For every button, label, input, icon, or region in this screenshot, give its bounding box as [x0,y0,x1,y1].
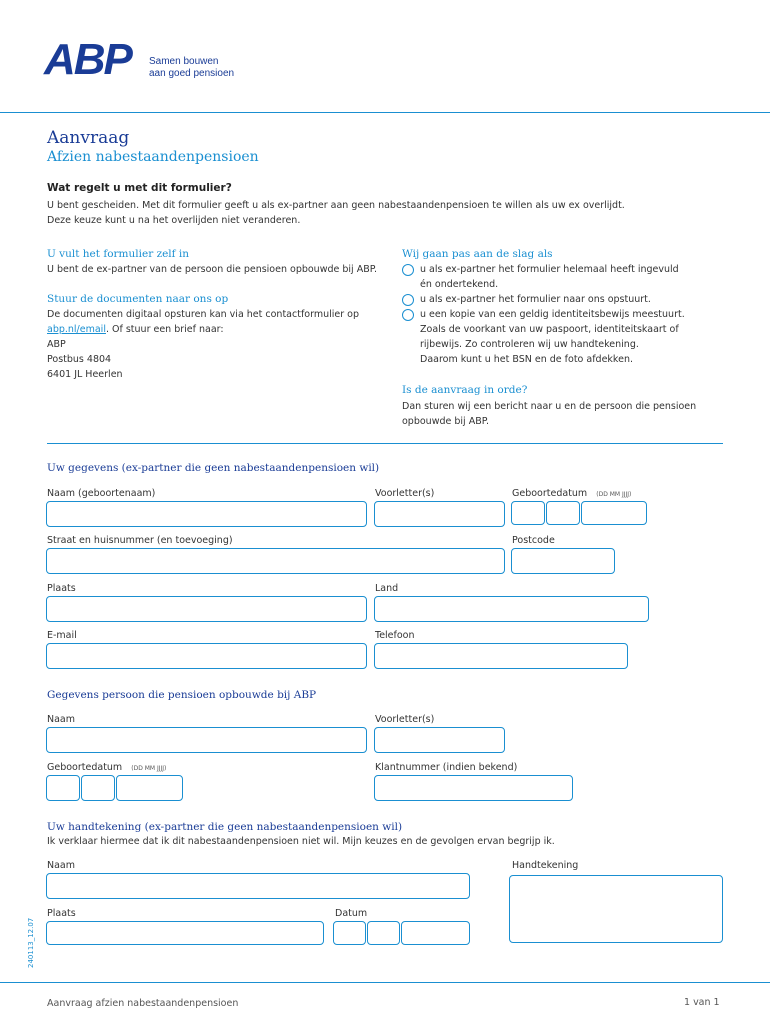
s3-datum-label: Datum [335,908,368,919]
footer-title: Aanvraag afzien nabestaandenpensioen [47,998,239,1009]
address-line-3: 6401 JL Heerlen [47,369,123,380]
right-info-heading-1: Wij gaan pas aan de slag als [402,248,553,260]
left-info-text-2b [47,322,224,337]
s1-straat-label: Straat en huisnummer (en toevoeging) [47,535,233,546]
s3-plaats-label: Plaats [47,908,76,919]
s2-klantnummer-input[interactable] [374,775,573,801]
s2-klantnummer-label: Klantnummer (indien bekend) [375,762,518,773]
intro-heading: Wat regelt u met dit formulier? [47,182,232,194]
section3-statement: Ik verklaar hiermee dat ik dit nabestaandenpensioen niet wil. Mijn keuzes en de gevolgen ervan begrijp ik. [47,836,555,847]
s2-naam-input[interactable] [46,727,367,753]
s1-voorletters-input[interactable] [374,501,505,527]
tagline-line-2: aan goed pensioen [149,68,235,79]
left-info-heading-1: U vult het formulier zelf in [47,248,190,260]
date-dd[interactable] [511,501,545,525]
section-divider [47,443,723,444]
date-yyyy[interactable] [581,501,647,525]
condition-1-line-2: én ondertekend. [420,279,499,290]
s2-geboortedatum-text: Geboortedatum [47,762,123,773]
page-subtitle: Afzien nabestaandenpensioen [47,149,259,165]
left-info-text-2b-rest: . Of stuur een brief naar: [105,324,224,335]
tagline-line-1: Samen bouwen [149,56,219,67]
s1-naam-input[interactable] [46,501,367,527]
logo-tagline [149,56,234,80]
condition-checkbox-1[interactable] [402,264,414,276]
s1-land-label: Land [375,583,399,594]
s2-voorletters-label: Voorletter(s) [375,714,435,725]
right-info-text-2-line-2: opbouwde bij ABP. [402,416,489,427]
condition-2: u als ex-partner het formulier naar ons opstuurt. [420,294,651,305]
s3-handtekening-label: Handtekening [512,860,579,871]
s1-plaats-label: Plaats [47,583,76,594]
abp-logo [44,35,131,84]
section2-heading: Gegevens persoon die pensioen opbouwde bij ABP [47,689,317,701]
date-mm[interactable] [546,501,580,525]
s3-naam-input[interactable] [46,873,470,899]
condition-3-line-2: Zoals de voorkant van uw paspoort, identiteitskaart of [420,324,679,335]
section1-heading: Uw gegevens (ex-partner die geen nabestaandenpensioen wil) [47,462,380,474]
s3-date-mm[interactable] [367,921,400,945]
s2-geboortedatum-label [47,762,166,773]
condition-checkbox-3[interactable] [402,309,414,321]
header-divider [0,112,770,113]
intro-text-2: Deze keuze kunt u na het overlijden niet veranderen. [47,215,301,226]
s3-naam-label: Naam [47,860,76,871]
s1-date-hint: (DD MM JJJJ) [596,491,632,498]
condition-1-line-1: u als ex-partner het formulier helemaal heeft ingevuld [420,264,679,275]
s2-date-hint: (DD MM JJJJ) [131,765,167,772]
address-line-1: ABP [47,339,66,350]
page-title: Aanvraag [47,128,130,148]
s3-date-yyyy[interactable] [401,921,470,945]
form-code: 240113_12.07 [27,917,35,968]
s1-email-label: E-mail [47,630,77,641]
s1-postcode-label: Postcode [512,535,555,546]
s1-land-input[interactable] [374,596,649,622]
s2-date-yyyy[interactable] [116,775,183,801]
s1-voorletters-label: Voorletter(s) [375,488,435,499]
s1-plaats-input[interactable] [46,596,367,622]
condition-3-line-3: rijbewijs. Zo controleren wij uw handtekening. [420,339,639,350]
right-info-text-2-line-1: Dan sturen wij een bericht naar u en de persoon die pensioen [402,401,697,412]
s1-geboortedatum-text: Geboortedatum [512,488,588,499]
s2-date-dd[interactable] [46,775,80,801]
s1-straat-input[interactable] [46,548,505,574]
contact-link[interactable]: abp.nl/email [47,324,106,335]
condition-checkbox-2[interactable] [402,294,414,306]
s1-email-input[interactable] [46,643,367,669]
right-info-heading-2: Is de aanvraag in orde? [402,384,528,396]
address-line-2: Postbus 4804 [47,354,112,365]
s1-postcode-input[interactable] [511,548,615,574]
s1-telefoon-input[interactable] [374,643,628,669]
left-info-text-1: U bent de ex-partner van de persoon die pensioen opbouwde bij ABP. [47,264,377,275]
footer-divider [0,982,770,983]
s1-telefoon-label: Telefoon [375,630,415,641]
logo-text: ABP [44,35,131,84]
section3-heading: Uw handtekening (ex-partner die geen nabestaandenpensioen wil) [47,821,403,833]
intro-text-1: U bent gescheiden. Met dit formulier geeft u als ex-partner aan geen nabestaandenpensioen te willen als uw ex overlijdt. [47,200,625,211]
footer-page-number: 1 van 1 [684,997,720,1008]
s1-naam-label: Naam (geboortenaam) [47,488,156,499]
left-info-text-2: De documenten digitaal opsturen kan via het contactformulier op [47,309,360,320]
s2-voorletters-input[interactable] [374,727,505,753]
s3-handtekening-box[interactable] [509,875,723,943]
condition-3-line-4: Daarom kunt u het BSN en de foto afdekken. [420,354,633,365]
left-info-heading-2: Stuur de documenten naar ons op [47,293,229,305]
s1-geboortedatum-label [512,488,631,499]
condition-3-line-1: u een kopie van een geldig identiteitsbewijs meestuurt. [420,309,685,320]
s3-plaats-input[interactable] [46,921,324,945]
s2-date-mm[interactable] [81,775,115,801]
s2-naam-label: Naam [47,714,76,725]
s3-date-dd[interactable] [333,921,366,945]
